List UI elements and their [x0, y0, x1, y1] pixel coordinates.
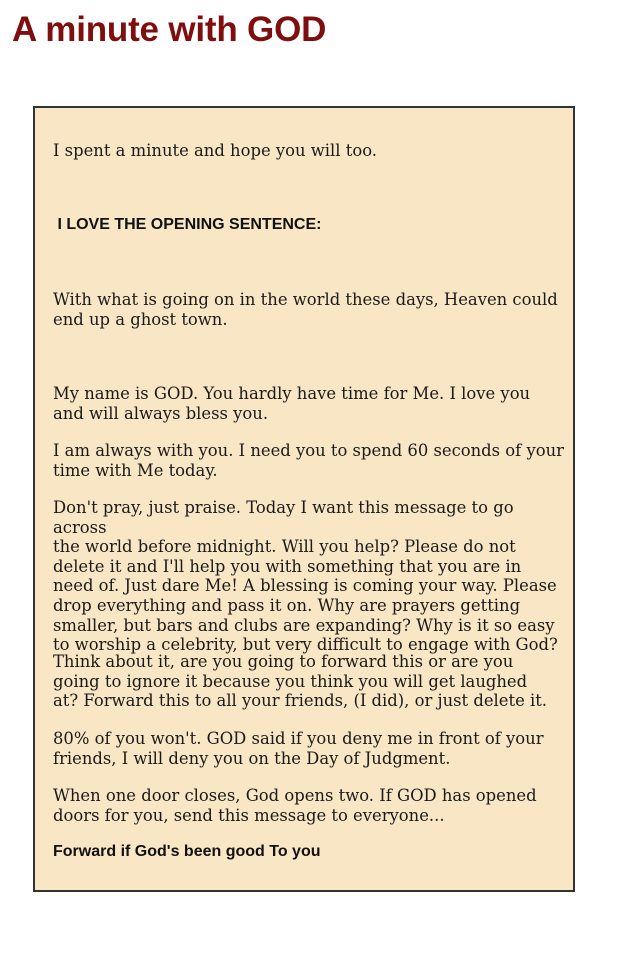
paragraph-forward-or-ignore: Think about it, are you going to forward this or are you going to ignore it because you think you will get laughed at? Forward this to all your friends, (I did), or just delete it. [53, 652, 548, 711]
paragraph-pray-praise: Don't pray, just praise. Today I want this message to go across the world before midnight. Will you help? Please do not delete it and I'll help you with something that you are in need of. Just dare Me! A blessing is coming your way. Please drop everything and pass it on. Why are prayers getting smaller, but bars and clubs are expanding? Why is it so easy to worship a celebrity, but very difficult to engage with God? [53, 498, 558, 655]
closing-line: Forward if God's been good To you [53, 843, 321, 860]
page-title: A minute with GOD [12, 10, 327, 49]
paragraph-ghost-town: With what is going on in the world these days, Heaven could end up a ghost town. [53, 290, 558, 329]
paragraph-name-is-god: My name is GOD. You hardly have time for Me. I love you and will always bless you. [53, 384, 531, 423]
paragraph-deny: 80% of you won't. GOD said if you deny me in front of your friends, I will deny you on the Day of Judgment. [53, 729, 544, 768]
paragraph-sixty-seconds: I am always with you. I need you to spend 60 seconds of your time with Me today. [53, 441, 564, 480]
message-box [33, 106, 575, 892]
opening-heading: I LOVE THE OPENING SENTENCE: [53, 216, 322, 233]
paragraph-door-closes: When one door closes, God opens two. If GOD has opened doors for you, send this message to everyone... [53, 786, 537, 825]
intro-text: I spent a minute and hope you will too. [53, 141, 377, 160]
